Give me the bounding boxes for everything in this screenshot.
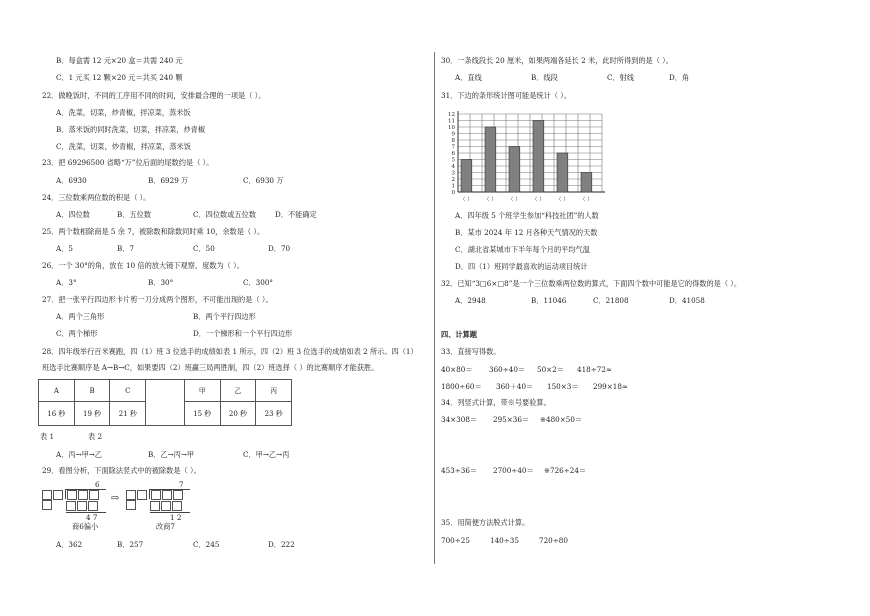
bar: [557, 153, 568, 192]
right-arrow-icon: ⇨: [111, 493, 120, 504]
q35-item: 700÷25: [441, 536, 470, 545]
q25-option-c: C．50: [193, 244, 215, 253]
x-tick-label: （ ）: [508, 197, 521, 203]
q29-fig2-remainder: 1 2: [170, 513, 182, 522]
q31-text: 31．下边的条形统计图可能是统计（ ）。: [441, 91, 572, 100]
q31-option-c: C．湖北省某城市下半年每个月的平均气温: [455, 245, 590, 254]
x-tick-label: （ ）: [532, 197, 545, 203]
q32-text: 32．已知“3□6×□8”是一个三位数乘两位数的算式，下面四个数中可能是它的得数的是（ ）。: [441, 279, 742, 288]
q34-item: 453÷36＝: [441, 466, 478, 475]
x-tick-label: （ ）: [556, 197, 569, 203]
y-tick-label: 8: [451, 138, 455, 144]
table1-value-a: 16 秒: [39, 402, 75, 426]
y-tick-label: 12: [448, 112, 455, 118]
q32-option-a: A．2948: [455, 296, 486, 305]
q35-text: 35．用简便方法脱式计算。: [441, 518, 530, 527]
bar: [509, 147, 520, 193]
q29-figure-2: [126, 481, 192, 529]
table2-value-bing: 23 秒: [256, 402, 292, 426]
q29-fig2-box: [161, 501, 171, 511]
q29-fig1-caption: 商6偏小: [72, 522, 99, 531]
table1-header-a: A: [39, 380, 75, 402]
q29-option-d: D．222: [268, 540, 295, 549]
q29-figure-1: [42, 481, 108, 529]
q28-text-line2: 班选手比赛顺序是 A→B→C，如果要四（2）班赢三局两胜制，四（2）班选择（ ）的比赛顺序才能获胜。: [42, 363, 379, 372]
q27-option-b: B．两个平行四边形: [193, 312, 256, 321]
q29-fig1-box: [88, 501, 98, 511]
q29-fig2-caption: 改商7: [156, 522, 175, 531]
q26-text: 26．一个 30°的角，放在 10 倍的放大镜下观察，度数为（ ）。: [42, 261, 244, 270]
q28-option-c: C．甲→乙→丙: [243, 450, 290, 459]
q29-fig2-box: [162, 490, 172, 500]
q29-fig1-quotient: 6: [95, 480, 100, 489]
q23-option-c: C．6930 万: [243, 176, 284, 185]
q30-option-a: A．直线: [455, 73, 482, 82]
q24-text: 24．三位数乘两位数的积是（ ）。: [42, 193, 151, 202]
q30-option-b: B．线段: [531, 73, 558, 82]
y-tick-label: 6: [451, 151, 455, 157]
q33-item: 299×18≈: [593, 382, 628, 391]
q33-item: 360＋40＝: [496, 382, 534, 391]
q27-text: 27．把一张平行四边形卡片剪一刀分成两个图形，不可能出现的是（ ）。: [42, 295, 273, 304]
q33-item: 1800÷60＝: [441, 382, 482, 391]
q29-option-a: A．362: [56, 540, 83, 549]
column-divider: [434, 52, 435, 564]
q29-fig2-box: [126, 490, 136, 500]
q33-item: 418÷72≈: [577, 365, 612, 374]
q33-item: 150×3＝: [547, 382, 579, 391]
y-tick-label: 11: [448, 118, 455, 125]
q25-text: 25．两个数相除商是 5 余 7，被除数和除数同时乘 10，余数是（ ）。: [42, 227, 265, 236]
q23-option-b: B．6929 万: [148, 176, 189, 185]
q28-option-b: B．乙→丙→甲: [148, 450, 195, 459]
table1-header-b: B: [74, 380, 110, 402]
q35-item: 720÷80: [539, 536, 568, 545]
q29-fig2-box: [150, 501, 160, 511]
y-tick-label: 2: [451, 177, 455, 183]
bar-chart: [436, 106, 606, 210]
q32-option-c: C．21808: [593, 296, 629, 305]
q29-option-c: C．245: [193, 540, 220, 549]
q24-option-d: D．不能确定: [275, 210, 317, 219]
q33-item: 360÷40＝: [489, 365, 526, 374]
q23-text: 23．把 69296500 省略“万”位后面的尾数约是（ ）。: [42, 158, 214, 167]
q24-option-b: B．五位数: [117, 210, 152, 219]
q30-option-d: D．角: [669, 73, 690, 82]
q29-fig1-box: [42, 500, 52, 510]
q34-item: ※480×50＝: [540, 415, 583, 424]
q34-text: 34．列竖式计算，带※号要验算。: [441, 398, 551, 407]
y-tick-label: 9: [451, 131, 455, 138]
table2-caption: 表 2: [88, 432, 103, 441]
x-tick-label: （ ）: [484, 197, 497, 203]
q25-option-a: A．5: [56, 244, 73, 253]
q29-fig2-box: [173, 490, 183, 500]
q27-option-a: A．两个三角形: [56, 312, 105, 321]
q22-text: 22．做晚饭时，不同的工序用不同的时间，安排最合理的一项是（ ）。: [42, 91, 266, 100]
chart-bars: [461, 121, 592, 193]
chart-x-tick-labels: [460, 196, 593, 203]
q33-item: 40×80＝: [441, 365, 473, 374]
q29-fig1-remainder: 4 7: [86, 513, 98, 522]
q29-option-b: B．257: [117, 540, 144, 549]
table2-header-bing: 丙: [256, 380, 292, 402]
q26-option-c: C．300°: [243, 278, 273, 287]
y-tick-label: 5: [451, 157, 455, 164]
q29-fig1-box: [66, 501, 76, 511]
q29-fig2-box: [151, 490, 161, 500]
bar: [581, 173, 592, 193]
q27-option-d: D．一个梯形和一个平行四边形: [193, 329, 293, 338]
q28-text-line1: 28．四年级举行百米赛跑，四（1）班 3 位选手的成绩如表 1 所示，四（2）班 3 位选手的成绩如表 2 所示。四（1）: [42, 347, 418, 356]
q23-option-a: A．6930: [56, 176, 87, 185]
q30-text: 30．一条线段长 20 厘米，如果两端各延长 2 米，此时所得到的是（ ）。: [441, 56, 673, 65]
q22-option-b: B．蒸米饭的同时洗菜，切菜，拌凉菜，炒青椒: [56, 125, 206, 134]
table1-caption: 表 1: [40, 432, 55, 441]
y-tick-label: 3: [451, 170, 455, 177]
q29-fig2-box: [126, 500, 136, 510]
q29-fig1-box: [77, 501, 87, 511]
q29-text: 29．看图分析，下面除法竖式中的被除数是（ ）。: [42, 466, 201, 475]
y-tick-label: 1: [451, 183, 455, 190]
q33-item: 50×2＝: [537, 365, 564, 374]
q24-option-a: A．四位数: [56, 210, 90, 219]
chart-y-tick-labels: [448, 112, 456, 196]
q21-option-c: C．1 元买 12 颗×20 元＝共买 240 颗: [56, 73, 183, 82]
x-tick-label: （ ）: [580, 197, 593, 203]
y-tick-label: 7: [451, 144, 455, 151]
q28-option-a: A．丙→甲→乙: [56, 450, 102, 459]
q29-fig2-box: [137, 490, 147, 500]
q29-fig1-box: [78, 490, 88, 500]
table-gap: [146, 380, 185, 426]
table2-header-jia: 甲: [184, 380, 220, 402]
q31-option-a: A．四年级 5 个班学生参加“科技社团”的人数: [455, 211, 599, 220]
q34-item: 34×308＝: [441, 415, 478, 424]
q27-option-c: C．两个梯形: [56, 329, 98, 338]
q34-item: 2700÷40＝: [493, 466, 534, 475]
q35-item: 140÷35: [490, 536, 519, 545]
q29-fig1-box: [89, 490, 99, 500]
bar: [533, 121, 544, 193]
race-tables: [38, 379, 292, 426]
table1-value-b: 19 秒: [74, 402, 110, 426]
q34-item: 295×36＝: [493, 415, 530, 424]
q32-option-b: B．11046: [531, 296, 567, 305]
q22-option-c: C．洗菜，切菜，炒青椒，拌凉菜，蒸米饭: [56, 142, 191, 151]
q31-option-d: D．四（1）班同学最喜欢的运动项目统计: [455, 262, 588, 271]
q34-item: ※726÷24＝: [544, 466, 587, 475]
q29-fig1-box: [42, 490, 52, 500]
q33-text: 33．直接写得数。: [441, 347, 501, 356]
q26-option-a: A．3°: [56, 278, 77, 287]
y-tick-label: 10: [448, 125, 455, 131]
table2-value-jia: 15 秒: [184, 402, 220, 426]
table1-header-c: C: [110, 380, 146, 402]
q29-fig2-quotient: 7: [179, 480, 184, 489]
q29-fig2-box: [172, 501, 182, 511]
table2-header-yi: 乙: [220, 380, 256, 402]
q22-option-a: A．洗菜，切菜，炒青椒，拌凉菜，蒸米饭: [56, 108, 191, 117]
bar: [461, 160, 472, 193]
q29-fig1-box: [53, 490, 63, 500]
q26-option-b: B．30°: [148, 278, 174, 287]
y-tick-label: 4: [451, 164, 455, 170]
q25-option-d: D．70: [268, 244, 291, 253]
q32-option-d: D．41058: [669, 296, 705, 305]
table1-value-c: 21 秒: [110, 402, 146, 426]
x-tick-label: （ ）: [460, 197, 473, 203]
section-title-calculation: 四、计算题: [441, 330, 477, 339]
q29-fig1-box: [67, 490, 77, 500]
bar: [485, 127, 496, 192]
q31-option-b: B．某市 2024 年 12 月各种天气情况的天数: [455, 228, 598, 237]
q25-option-b: B．7: [117, 244, 135, 253]
q30-option-c: C．射线: [607, 73, 635, 82]
y-tick-label: 0: [451, 190, 455, 196]
q21-option-b: B．每盒需 12 元×20 盒＝共需 240 元: [56, 56, 183, 65]
q24-option-c: C．四位数或五位数: [193, 210, 257, 219]
table2-value-yi: 20 秒: [220, 402, 256, 426]
